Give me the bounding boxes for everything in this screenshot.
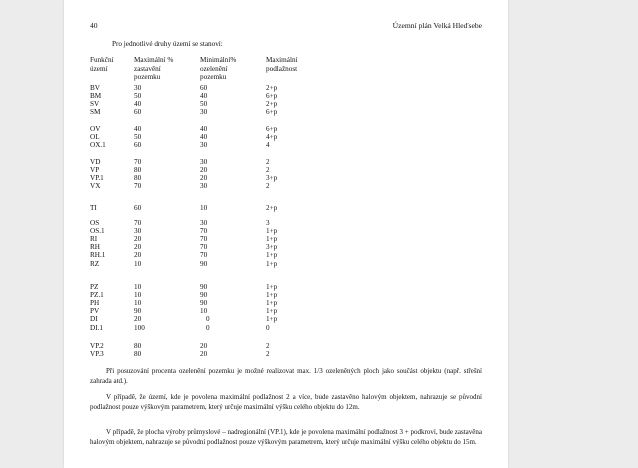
table-cell: 70 [200, 243, 208, 252]
table-cell: BV [90, 83, 100, 92]
body-paragraph [90, 393, 482, 412]
table-cell: 0 [266, 323, 270, 332]
table-cell: 70 [134, 219, 142, 227]
table-cell: 40 [200, 91, 208, 100]
table-cell: 80 [134, 166, 142, 175]
table-cell: 1+p [266, 291, 278, 300]
body-paragraph [90, 428, 482, 447]
table-cell: 1+p [266, 251, 278, 260]
table-cell: 20 [134, 243, 142, 252]
table-cell: OV [90, 124, 101, 133]
table-cell: DI [90, 315, 98, 324]
table-cell: 10 [134, 283, 142, 291]
table-cell: OL [90, 132, 100, 141]
table-cell: 20 [200, 350, 208, 359]
table-cell: 1+p [266, 235, 278, 244]
table-header-line: Funkční [90, 56, 114, 64]
table-cell: 20 [134, 251, 142, 260]
table-cell: 6+p [266, 91, 278, 100]
table-cell: 6+p [266, 107, 278, 116]
table-cell: VP.1 [90, 174, 104, 183]
table-cell: 20 [200, 174, 208, 183]
table-cell: 3+p [266, 174, 278, 183]
table-cell: 2 [266, 182, 270, 191]
table-header-line: zastavění [134, 64, 161, 73]
table-cell: RH [90, 243, 100, 252]
table-cell: 40 [200, 124, 208, 133]
table-cell: 2 [266, 166, 270, 175]
table-cell: 4 [266, 140, 270, 149]
table-cell: 30 [134, 227, 142, 236]
table-cell: 2 [266, 342, 270, 350]
table-header-line: ozelenění [200, 64, 228, 73]
table-cell: 90 [134, 307, 142, 316]
table-cell: RZ [90, 259, 100, 268]
table-cell: 90 [200, 283, 208, 291]
table-cell: OS.1 [90, 227, 105, 236]
table-cell: 60 [134, 107, 142, 116]
table-cell: VP.3 [90, 350, 104, 359]
table-cell: 100 [134, 323, 145, 332]
table-header-line: pozemku [134, 73, 161, 81]
table-cell: 60 [200, 83, 208, 92]
table-cell: 50 [200, 99, 208, 108]
table-cell: 50 [134, 91, 142, 100]
table-cell: 40 [134, 124, 142, 133]
table-header-line: pozemku [200, 73, 227, 81]
table-cell: VP.2 [90, 342, 104, 350]
table-cell: 6+p [266, 124, 278, 133]
table-header-line: Maximální [266, 56, 298, 64]
table-cell: OX.1 [90, 140, 106, 149]
table-cell: 1+p [266, 307, 278, 316]
table-cell: 3 [266, 219, 270, 227]
table-cell: TI [90, 203, 97, 212]
table-cell: 4+p [266, 132, 278, 141]
table-cell: 90 [200, 259, 208, 268]
paragraph-text: Při posuzování procenta ozelenění pozemku je možné realizovat max. 1/3 ozeleněných ploch jako součást objektu (např. střešní zahrada atd.). [90, 367, 482, 385]
table-cell: 0 [206, 315, 210, 324]
table-cell: 70 [200, 235, 208, 244]
table-cell: PV [90, 307, 100, 316]
table-cell: 2+p [266, 83, 278, 92]
table-cell: DI.1 [90, 323, 103, 332]
table-cell: OS [90, 219, 100, 227]
table-cell: BM [90, 91, 102, 100]
table-cell: 1+p [266, 315, 278, 324]
table-cell: 2+p [266, 203, 278, 212]
table-cell: 1+p [266, 259, 278, 268]
table-cell: 30 [200, 219, 208, 227]
table-cell: 2+p [266, 99, 278, 108]
table-cell: VP [90, 166, 100, 175]
intro-text: Pro jednotlivé druhy území se stanoví: [112, 40, 223, 48]
table-cell: 90 [200, 299, 208, 308]
table-header-line: Maximální % [134, 56, 174, 64]
table-cell: 40 [200, 132, 208, 141]
table-cell: 20 [134, 315, 142, 324]
table-cell: 1+p [266, 283, 278, 291]
table-cell: 3+p [266, 243, 278, 252]
table-cell: 80 [134, 350, 142, 359]
table-header-line: Minimální% [200, 56, 237, 64]
paragraph-text: V případě, že území, kde je povolena maximální podlažnost 2 a více, bude zastavěno halovým objektem, nahrazuje se původní podlažnost pouze výškovým parametrem, který určuje maximální výšku celého objektu do 12m. [90, 393, 482, 411]
table-cell: 80 [134, 342, 142, 350]
table-cell: 30 [134, 83, 142, 92]
table-cell: 2 [266, 350, 270, 359]
table-cell: 20 [134, 235, 142, 244]
table-cell: 60 [134, 203, 142, 212]
table-cell: 10 [134, 299, 142, 308]
body-paragraph [90, 367, 482, 386]
table-cell: 30 [200, 140, 208, 149]
table-cell: 2 [266, 158, 270, 166]
table-cell: 80 [134, 174, 142, 183]
document-page [64, 0, 508, 468]
table-cell: 10 [200, 307, 208, 316]
table-cell: 1+p [266, 299, 278, 308]
table-cell: 30 [200, 107, 208, 116]
table-cell: VD [90, 158, 101, 166]
table-cell: SM [90, 107, 101, 116]
table-cell: 30 [200, 158, 208, 166]
table-cell: 10 [134, 291, 142, 300]
table-cell: SV [90, 99, 100, 108]
table-cell: 90 [200, 291, 208, 300]
table-cell: 30 [200, 182, 208, 191]
table-header-line: podlažnost [266, 64, 298, 73]
table-header-line: území [90, 64, 108, 73]
table-cell: 70 [200, 227, 208, 236]
table-cell: 10 [200, 203, 208, 212]
table-cell: PZ.1 [90, 291, 104, 300]
table-cell: 70 [134, 182, 142, 191]
table-cell: 20 [200, 166, 208, 175]
table-cell: 70 [134, 158, 142, 166]
table-cell: 60 [134, 140, 142, 149]
table-cell: PZ [90, 283, 99, 291]
table-cell: 20 [200, 342, 208, 350]
table-cell: 0 [206, 323, 210, 332]
table-cell: 50 [134, 132, 142, 141]
table-cell: 70 [200, 251, 208, 260]
table-cell: VX [90, 182, 101, 191]
table-cell: 1+p [266, 227, 278, 236]
table-cell: RI [90, 235, 98, 244]
page-number: 40 [90, 21, 98, 30]
document-title: Územní plán Velká Hleďsebe [392, 21, 482, 30]
table-cell: 40 [134, 99, 142, 108]
paragraph-text: V případě, že plocha výroby průmyslové – nadregionální (VP.1), kde je povolena maximální podlažnost 3 + podkroví, bude zastavěna halovým objektem, nahrazuje se původní podlažnost pouze výškovým parametrem, který určuje maximální výšku celého objektu do 15m. [90, 428, 482, 446]
table-cell: 10 [134, 259, 142, 268]
table-cell: RH.1 [90, 251, 106, 260]
table-cell: PH [90, 299, 100, 308]
